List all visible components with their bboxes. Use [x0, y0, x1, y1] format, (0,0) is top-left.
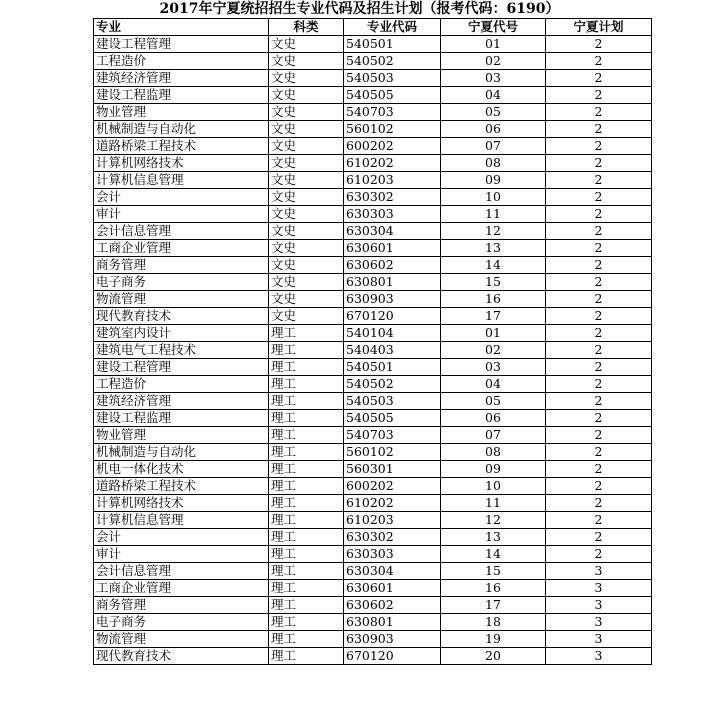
cell-major: 现代教育技术: [94, 648, 269, 665]
cell-code: 630602: [344, 597, 441, 614]
cell-major: 建筑经济管理: [94, 70, 269, 87]
cell-code: 600202: [344, 478, 441, 495]
cell-nx-plan: 2: [546, 546, 652, 563]
cell-major: 计算机信息管理: [94, 512, 269, 529]
cell-code: 630303: [344, 546, 441, 563]
cell-nx-plan: 2: [546, 274, 652, 291]
cell-major: 物流管理: [94, 291, 269, 308]
cell-nx-plan: 3: [546, 614, 652, 631]
cell-nx-plan: 2: [546, 461, 652, 478]
cell-category: 理工: [269, 597, 344, 614]
cell-code: 630801: [344, 614, 441, 631]
table-row: [94, 223, 652, 240]
cell-major: 现代教育技术: [94, 308, 269, 325]
table-row: [94, 614, 652, 631]
cell-nx-plan: 2: [546, 240, 652, 257]
cell-nx-plan: 2: [546, 206, 652, 223]
cell-major: 建设工程监理: [94, 410, 269, 427]
cell-nx-plan: 2: [546, 121, 652, 138]
table-row: [94, 580, 652, 597]
cell-nx-plan: 2: [546, 291, 652, 308]
table-row: [94, 53, 652, 70]
cell-nx-plan: 2: [546, 36, 652, 53]
table-row: [94, 546, 652, 563]
cell-nx-code: 06: [441, 410, 546, 427]
cell-category: 理工: [269, 376, 344, 393]
cell-nx-plan: 3: [546, 648, 652, 665]
table-row: [94, 461, 652, 478]
table-row: [94, 410, 652, 427]
cell-code: 610203: [344, 172, 441, 189]
cell-nx-code: 02: [441, 342, 546, 359]
cell-code: 630602: [344, 257, 441, 274]
cell-category: 理工: [269, 410, 344, 427]
cell-major: 会计: [94, 189, 269, 206]
table-row: [94, 342, 652, 359]
cell-nx-code: 12: [441, 223, 546, 240]
table-row: [94, 172, 652, 189]
cell-nx-plan: 3: [546, 580, 652, 597]
cell-category: 文史: [269, 223, 344, 240]
cell-category: 文史: [269, 87, 344, 104]
cell-category: 文史: [269, 206, 344, 223]
cell-nx-plan: 2: [546, 342, 652, 359]
cell-code: 670120: [344, 648, 441, 665]
cell-major: 会计: [94, 529, 269, 546]
cell-category: 理工: [269, 342, 344, 359]
cell-major: 计算机信息管理: [94, 172, 269, 189]
cell-nx-code: 07: [441, 138, 546, 155]
cell-category: 理工: [269, 461, 344, 478]
cell-category: 理工: [269, 614, 344, 631]
cell-code: 540505: [344, 87, 441, 104]
table-row: [94, 70, 652, 87]
cell-nx-code: 12: [441, 512, 546, 529]
cell-nx-plan: 2: [546, 138, 652, 155]
cell-nx-code: 08: [441, 444, 546, 461]
cell-major: 工商企业管理: [94, 240, 269, 257]
cell-code: 540502: [344, 376, 441, 393]
cell-code: 630304: [344, 563, 441, 580]
cell-code: 540505: [344, 410, 441, 427]
cell-category: 理工: [269, 648, 344, 665]
cell-nx-plan: 2: [546, 427, 652, 444]
cell-nx-plan: 2: [546, 529, 652, 546]
table-row: [94, 155, 652, 172]
cell-code: 540503: [344, 70, 441, 87]
cell-nx-plan: 3: [546, 597, 652, 614]
table-row: [94, 648, 652, 665]
cell-nx-plan: 2: [546, 308, 652, 325]
table-row: [94, 206, 652, 223]
cell-category: 文史: [269, 274, 344, 291]
cell-nx-code: 06: [441, 121, 546, 138]
cell-nx-code: 11: [441, 206, 546, 223]
table-row: [94, 87, 652, 104]
cell-major: 物业管理: [94, 104, 269, 121]
cell-major: 建设工程管理: [94, 359, 269, 376]
cell-nx-code: 10: [441, 478, 546, 495]
cell-major: 电子商务: [94, 614, 269, 631]
cell-major: 工程造价: [94, 376, 269, 393]
table-row: [94, 291, 652, 308]
cell-nx-plan: 3: [546, 563, 652, 580]
cell-code: 540501: [344, 359, 441, 376]
cell-category: 文史: [269, 257, 344, 274]
cell-major: 建设工程监理: [94, 87, 269, 104]
cell-nx-code: 08: [441, 155, 546, 172]
cell-nx-code: 17: [441, 597, 546, 614]
table-body: [94, 36, 652, 665]
table-row: [94, 376, 652, 393]
cell-code: 630903: [344, 291, 441, 308]
cell-major: 会计信息管理: [94, 563, 269, 580]
cell-nx-plan: 2: [546, 410, 652, 427]
cell-major: 商务管理: [94, 257, 269, 274]
cell-nx-code: 13: [441, 529, 546, 546]
cell-code: 540502: [344, 53, 441, 70]
cell-nx-plan: 2: [546, 376, 652, 393]
cell-nx-plan: 2: [546, 512, 652, 529]
cell-category: 文史: [269, 104, 344, 121]
cell-code: 560301: [344, 461, 441, 478]
table-row: [94, 308, 652, 325]
cell-major: 建筑电气工程技术: [94, 342, 269, 359]
cell-code: 540403: [344, 342, 441, 359]
cell-major: 机械制造与自动化: [94, 121, 269, 138]
cell-code: 540703: [344, 427, 441, 444]
enrollment-table: [93, 18, 652, 665]
cell-nx-plan: 2: [546, 325, 652, 342]
cell-category: 文史: [269, 138, 344, 155]
cell-major: 计算机网络技术: [94, 155, 269, 172]
cell-major: 物流管理: [94, 631, 269, 648]
cell-nx-plan: 2: [546, 223, 652, 240]
cell-nx-plan: 2: [546, 359, 652, 376]
cell-nx-code: 09: [441, 461, 546, 478]
cell-major: 建设工程管理: [94, 36, 269, 53]
cell-major: 会计信息管理: [94, 223, 269, 240]
cell-nx-code: 19: [441, 631, 546, 648]
cell-nx-plan: 2: [546, 478, 652, 495]
cell-category: 文史: [269, 121, 344, 138]
table-row: [94, 444, 652, 461]
cell-major: 审计: [94, 546, 269, 563]
table-row: [94, 563, 652, 580]
cell-code: 630302: [344, 189, 441, 206]
cell-nx-code: 09: [441, 172, 546, 189]
cell-nx-code: 18: [441, 614, 546, 631]
cell-nx-code: 03: [441, 359, 546, 376]
cell-category: 理工: [269, 325, 344, 342]
cell-nx-plan: 2: [546, 155, 652, 172]
table-row: [94, 274, 652, 291]
cell-code: 630303: [344, 206, 441, 223]
cell-major: 建筑经济管理: [94, 393, 269, 410]
cell-category: 理工: [269, 444, 344, 461]
cell-category: 文史: [269, 308, 344, 325]
cell-category: 理工: [269, 495, 344, 512]
cell-nx-plan: 2: [546, 70, 652, 87]
cell-nx-code: 15: [441, 274, 546, 291]
table-row: [94, 478, 652, 495]
cell-major: 电子商务: [94, 274, 269, 291]
cell-nx-code: 20: [441, 648, 546, 665]
cell-nx-code: 11: [441, 495, 546, 512]
cell-nx-code: 04: [441, 87, 546, 104]
cell-major: 机电一体化技术: [94, 461, 269, 478]
table-row: [94, 325, 652, 342]
cell-code: 610203: [344, 512, 441, 529]
cell-category: 文史: [269, 36, 344, 53]
cell-category: 理工: [269, 580, 344, 597]
cell-category: 文史: [269, 189, 344, 206]
cell-nx-plan: 2: [546, 393, 652, 410]
table-row: [94, 257, 652, 274]
cell-code: 610202: [344, 495, 441, 512]
cell-category: 文史: [269, 53, 344, 70]
cell-category: 理工: [269, 393, 344, 410]
cell-nx-plan: 2: [546, 87, 652, 104]
cell-code: 630601: [344, 580, 441, 597]
cell-nx-code: 14: [441, 257, 546, 274]
header-nx-code: 宁夏代号: [441, 19, 546, 36]
cell-nx-code: 13: [441, 240, 546, 257]
cell-category: 理工: [269, 427, 344, 444]
header-nx-plan: 宁夏计划: [546, 19, 652, 36]
cell-nx-plan: 3: [546, 631, 652, 648]
cell-code: 540104: [344, 325, 441, 342]
cell-category: 理工: [269, 512, 344, 529]
cell-category: 理工: [269, 359, 344, 376]
table-row: [94, 597, 652, 614]
cell-nx-plan: 2: [546, 104, 652, 121]
cell-major: 审计: [94, 206, 269, 223]
header-category: 科类: [269, 19, 344, 36]
cell-category: 文史: [269, 70, 344, 87]
cell-major: 建筑室内设计: [94, 325, 269, 342]
cell-category: 文史: [269, 291, 344, 308]
cell-nx-code: 16: [441, 291, 546, 308]
cell-category: 理工: [269, 546, 344, 563]
cell-nx-code: 01: [441, 325, 546, 342]
cell-category: 文史: [269, 172, 344, 189]
cell-code: 630601: [344, 240, 441, 257]
cell-code: 630304: [344, 223, 441, 240]
cell-category: 文史: [269, 240, 344, 257]
table-row: [94, 495, 652, 512]
cell-nx-code: 02: [441, 53, 546, 70]
cell-code: 600202: [344, 138, 441, 155]
cell-nx-plan: 2: [546, 444, 652, 461]
cell-category: 理工: [269, 529, 344, 546]
table-header-row: [94, 19, 652, 36]
cell-major: 道路桥梁工程技术: [94, 138, 269, 155]
cell-code: 610202: [344, 155, 441, 172]
header-code: 专业代码: [344, 19, 441, 36]
cell-code: 630801: [344, 274, 441, 291]
cell-nx-code: 16: [441, 580, 546, 597]
enrollment-sheet: [93, 0, 626, 665]
table-row: [94, 121, 652, 138]
cell-major: 工商企业管理: [94, 580, 269, 597]
cell-category: 理工: [269, 478, 344, 495]
cell-nx-plan: 2: [546, 189, 652, 206]
header-major: 专业: [94, 19, 269, 36]
cell-category: 理工: [269, 631, 344, 648]
cell-nx-code: 01: [441, 36, 546, 53]
cell-major: 物业管理: [94, 427, 269, 444]
table-row: [94, 427, 652, 444]
cell-nx-code: 04: [441, 376, 546, 393]
page-title: 2017年宁夏统招招生专业代码及招生计划（报考代码：6190）: [159, 1, 560, 17]
cell-nx-plan: 2: [546, 53, 652, 70]
cell-code: 540703: [344, 104, 441, 121]
cell-code: 630903: [344, 631, 441, 648]
cell-nx-plan: 2: [546, 257, 652, 274]
cell-category: 理工: [269, 563, 344, 580]
table-row: [94, 359, 652, 376]
cell-nx-code: 14: [441, 546, 546, 563]
table-row: [94, 36, 652, 53]
cell-major: 机械制造与自动化: [94, 444, 269, 461]
cell-category: 文史: [269, 155, 344, 172]
cell-code: 540501: [344, 36, 441, 53]
cell-nx-code: 17: [441, 308, 546, 325]
cell-nx-code: 05: [441, 393, 546, 410]
cell-major: 工程造价: [94, 53, 269, 70]
cell-nx-code: 05: [441, 104, 546, 121]
table-row: [94, 393, 652, 410]
table-row: [94, 138, 652, 155]
cell-code: 560102: [344, 444, 441, 461]
cell-code: 560102: [344, 121, 441, 138]
table-row: [94, 104, 652, 121]
cell-major: 道路桥梁工程技术: [94, 478, 269, 495]
cell-nx-plan: 2: [546, 495, 652, 512]
cell-code: 630302: [344, 529, 441, 546]
cell-nx-code: 15: [441, 563, 546, 580]
cell-major: 商务管理: [94, 597, 269, 614]
cell-nx-plan: 2: [546, 172, 652, 189]
table-row: [94, 512, 652, 529]
table-row: [94, 529, 652, 546]
table-row: [94, 189, 652, 206]
cell-nx-code: 10: [441, 189, 546, 206]
cell-code: 540503: [344, 393, 441, 410]
cell-nx-code: 03: [441, 70, 546, 87]
table-row: [94, 631, 652, 648]
cell-code: 670120: [344, 308, 441, 325]
table-row: [94, 240, 652, 257]
cell-major: 计算机网络技术: [94, 495, 269, 512]
cell-nx-code: 07: [441, 427, 546, 444]
